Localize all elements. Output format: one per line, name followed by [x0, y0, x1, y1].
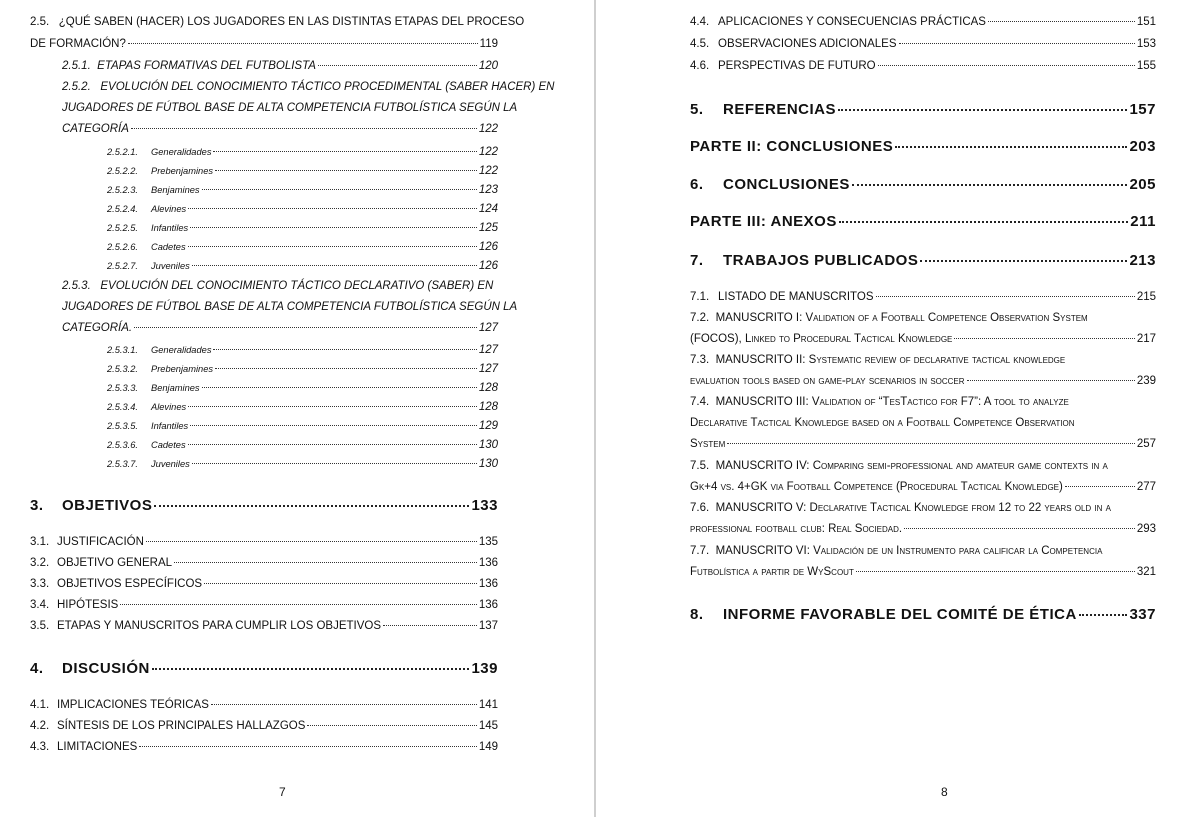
toc-title: EVOLUCIÓN DEL CONOCIMIENTO TÁCTICO PROCEDIMENTAL (SABER HACER) EN	[100, 81, 555, 93]
toc-entry-7-7[interactable]	[690, 545, 1102, 557]
toc-title-cont: Futbolística a partir de WyScout	[690, 566, 854, 578]
toc-page-number: 153	[1136, 38, 1156, 50]
toc-entry-7-7-cont[interactable]	[690, 566, 1156, 578]
toc-subtitle: Validación de un Instrumento para calificar la Competencia	[813, 545, 1103, 557]
toc-chapter-5[interactable]	[690, 101, 1156, 118]
toc-entry-2-5-2-1[interactable]	[107, 146, 498, 158]
toc-title: EVOLUCIÓN DEL CONOCIMIENTO TÁCTICO DECLARATIVO (SABER) EN	[100, 280, 494, 292]
toc-title: MANUSCRITO V:	[715, 502, 807, 514]
toc-title-cont: DE FORMACIÓN?	[30, 38, 126, 50]
toc-entry-2-5-2-2[interactable]	[107, 165, 498, 177]
dot-leader	[128, 43, 478, 44]
toc-entry-7-5[interactable]	[690, 460, 1108, 472]
dot-leader	[152, 668, 470, 670]
toc-page-number: 119	[479, 38, 498, 50]
toc-title: PERSPECTIVAS DE FUTURO	[718, 60, 876, 72]
toc-entry-2-5-3-cont[interactable]	[62, 322, 498, 334]
toc-number: 2.5.3.3.	[107, 383, 139, 393]
toc-title: ¿QUÉ SABEN (HACER) LOS JUGADORES EN LAS DISTINTAS ETAPAS DEL PROCESO	[58, 16, 525, 28]
toc-title: HIPÓTESIS	[57, 599, 119, 611]
toc-page-number: 127	[478, 363, 498, 375]
toc-page-number: 127	[478, 322, 498, 334]
dot-leader	[878, 65, 1135, 66]
toc-number: 2.5.2.5.	[107, 223, 139, 233]
toc-number: 2.5.3.1.	[107, 345, 139, 355]
toc-page-number: 277	[1136, 481, 1156, 493]
toc-part-2[interactable]	[690, 138, 1156, 155]
toc-entry-4-3[interactable]	[30, 741, 498, 753]
toc-entry-7-3-cont[interactable]	[690, 375, 1156, 387]
toc-number: 4.1.	[30, 699, 50, 711]
toc-page-number: 337	[1129, 606, 1156, 623]
dot-leader	[139, 746, 477, 747]
toc-part-3[interactable]	[690, 213, 1156, 230]
toc-title: OBJETIVOS	[62, 497, 153, 514]
toc-number: 3.5.	[30, 620, 50, 632]
toc-title: TRABAJOS PUBLICADOS	[723, 252, 919, 269]
toc-title: Generalidades	[151, 147, 212, 157]
toc-page-number: 133	[471, 497, 498, 514]
toc-title: Cadetes	[151, 440, 186, 450]
toc-entry-3-4[interactable]	[30, 599, 498, 611]
dot-leader	[839, 221, 1128, 223]
toc-page-number: 122	[478, 165, 498, 177]
toc-page-number: 135	[478, 536, 498, 548]
toc-number: 7.1.	[690, 291, 710, 303]
toc-entry-4-6[interactable]	[690, 60, 1156, 72]
toc-entry-7-4[interactable]	[690, 396, 1069, 408]
toc-number: 3.	[30, 497, 44, 514]
toc-number: 2.5.3.	[62, 280, 91, 292]
toc-chapter-3[interactable]	[30, 497, 498, 514]
toc-title: Prebenjamines	[151, 166, 214, 176]
dot-leader	[146, 541, 477, 542]
toc-number: 7.7.	[690, 545, 710, 557]
toc-entry-3-1[interactable]	[30, 536, 498, 548]
toc-entry-4-1[interactable]	[30, 699, 498, 711]
toc-page-number: 124	[478, 203, 498, 215]
toc-entry-2-5-3-7[interactable]	[107, 458, 498, 470]
dot-leader	[899, 43, 1135, 44]
toc-page-number: 149	[478, 741, 498, 753]
page-number-right: 8	[941, 785, 948, 799]
toc-title: Benjamines	[151, 185, 200, 195]
toc-page-number: 130	[478, 458, 498, 470]
toc-entry-7-3[interactable]	[690, 354, 1065, 366]
toc-entry-7-4-cont[interactable]	[690, 438, 1156, 450]
toc-title: MANUSCRITO VI:	[715, 545, 810, 557]
dot-leader	[727, 443, 1135, 444]
toc-page-number: 151	[1136, 16, 1156, 28]
toc-title: LIMITACIONES	[57, 741, 138, 753]
dot-leader	[188, 406, 477, 407]
toc-page-number: 155	[1136, 60, 1156, 72]
toc-page-number: 129	[478, 420, 498, 432]
dot-leader	[307, 725, 476, 726]
toc-title: Prebenjamines	[151, 364, 214, 374]
toc-title: Alevines	[151, 204, 187, 214]
dot-leader	[838, 109, 1127, 111]
toc-number: 2.5.3.2.	[107, 364, 139, 374]
toc-number: 3.2.	[30, 557, 50, 569]
page-number-left: 7	[279, 785, 286, 799]
toc-page-number: 136	[478, 599, 498, 611]
toc-entry-2-5-3-5[interactable]	[107, 420, 498, 432]
toc-entry-7-1[interactable]	[690, 291, 1156, 303]
toc-number: 2.5.2.2.	[107, 166, 139, 176]
dot-leader	[967, 380, 1135, 381]
toc-title: Infantiles	[151, 223, 189, 233]
dot-leader	[213, 349, 476, 350]
toc-title-cont: (FOCOS), Linked to Procedural Tactical Knowledge	[690, 333, 953, 345]
toc-entry-4-5[interactable]	[690, 38, 1156, 50]
toc-title: MANUSCRITO I:	[715, 312, 803, 324]
dot-leader	[895, 146, 1127, 148]
toc-entry-4-2[interactable]	[30, 720, 498, 732]
dot-leader	[188, 246, 477, 247]
toc-entry-4-4[interactable]	[690, 16, 1156, 28]
toc-number: 6.	[690, 176, 704, 193]
toc-number: 7.3.	[690, 354, 710, 366]
toc-entry-3-3[interactable]	[30, 578, 498, 590]
dot-leader	[190, 227, 477, 228]
toc-title: Cadetes	[151, 242, 186, 252]
dot-leader	[876, 296, 1135, 297]
toc-title: OBJETIVOS ESPECÍFICOS	[57, 578, 203, 590]
dot-leader	[852, 184, 1128, 186]
toc-number: 2.5.3.4.	[107, 402, 139, 412]
toc-entry-3-2[interactable]	[30, 557, 498, 569]
toc-entry-2-5-2-6[interactable]	[107, 241, 498, 253]
dot-leader	[134, 327, 477, 328]
toc-title-cont: System	[690, 438, 726, 450]
toc-title: MANUSCRITO III:	[715, 396, 809, 408]
toc-page-number: 293	[1136, 523, 1156, 535]
toc-page-number: 139	[471, 660, 498, 677]
dot-leader	[920, 260, 1127, 262]
toc-number: 2.5.2.4.	[107, 204, 139, 214]
toc-page-number: 126	[478, 260, 498, 272]
dot-leader	[1065, 486, 1135, 487]
toc-title: OBJETIVO GENERAL	[57, 557, 173, 569]
dot-leader	[954, 338, 1134, 339]
dot-leader	[988, 21, 1135, 22]
toc-page-number: 137	[478, 620, 498, 632]
toc-entry-2-5-1[interactable]	[62, 60, 498, 72]
toc-title-cont: Declarative Tactical Knowledge based on a Football Competence Observation	[690, 417, 1075, 429]
toc-number: 4.3.	[30, 741, 50, 753]
dot-leader	[192, 463, 477, 464]
toc-title: MANUSCRITO II:	[715, 354, 806, 366]
toc-page-number: 122	[478, 146, 498, 158]
toc-title-cont: JUGADORES DE FÚTBOL BASE DE ALTA COMPETENCIA FUTBOLÍSTICA SEGÚN LA	[62, 102, 518, 114]
toc-number: 2.5.2.3.	[107, 185, 139, 195]
toc-title: Generalidades	[151, 345, 212, 355]
dot-leader	[120, 604, 476, 605]
toc-entry-2-5-3-3[interactable]	[107, 382, 498, 394]
toc-subtitle: Declarative Tactical Knowledge from 12 to 22 years old in a	[809, 502, 1111, 514]
toc-title: PARTE II: CONCLUSIONES	[690, 138, 894, 155]
toc-page-number: 122	[478, 123, 498, 135]
toc-number: 2.5.2.6.	[107, 242, 139, 252]
toc-title: SÍNTESIS DE LOS PRINCIPALES HALLAZGOS	[57, 720, 306, 732]
toc-title-cont: evaluation tools based on game-play scenarios in soccer	[690, 375, 965, 387]
toc-page-number: 136	[478, 557, 498, 569]
toc-title: OBSERVACIONES ADICIONALES	[718, 38, 897, 50]
dot-leader	[211, 704, 477, 705]
toc-title: DISCUSIÓN	[62, 660, 150, 677]
toc-entry-2-5-3-2[interactable]	[107, 363, 498, 375]
toc-title: Benjamines	[151, 383, 200, 393]
toc-title: Alevines	[151, 402, 187, 412]
toc-page-number: 136	[478, 578, 498, 590]
dot-leader	[383, 625, 477, 626]
toc-title: JUSTIFICACIÓN	[57, 536, 144, 548]
toc-title-cont: CATEGORÍA.	[62, 322, 133, 334]
toc-subtitle: Validation of “TesTactico for F7”: A tool to analyze	[811, 396, 1069, 408]
toc-number: 7.2.	[690, 312, 710, 324]
dot-leader	[190, 425, 477, 426]
dot-leader	[131, 128, 477, 129]
toc-entry-7-5-cont[interactable]	[690, 481, 1156, 493]
toc-page-number: 123	[478, 184, 498, 196]
toc-page-number: 217	[1136, 333, 1156, 345]
toc-title: MANUSCRITO IV:	[715, 460, 810, 472]
toc-number: 7.	[690, 252, 704, 269]
toc-subtitle: Systematic review of declarative tactical knowledge	[808, 354, 1066, 366]
toc-title: Juveniles	[151, 459, 190, 469]
dot-leader	[904, 528, 1135, 529]
toc-title: INFORME FAVORABLE DEL COMITÉ DE ÉTICA	[723, 606, 1077, 623]
toc-page-number: 257	[1136, 438, 1156, 450]
toc-number: 2.5.2.1.	[107, 147, 139, 157]
toc-number: 7.6.	[690, 502, 710, 514]
toc-page-number: 203	[1129, 138, 1156, 155]
toc-title-cont: professional football club: Real Sociedad.	[690, 523, 903, 535]
toc-entry-2-5-2-3[interactable]	[107, 184, 498, 196]
toc-page-number: 126	[478, 241, 498, 253]
toc-page-number: 130	[478, 439, 498, 451]
toc-entry-2-5-cont[interactable]	[30, 38, 498, 50]
toc-page-number: 145	[478, 720, 498, 732]
toc-title: CONCLUSIONES	[723, 176, 850, 193]
toc-title-cont: CATEGORÍA	[62, 123, 129, 135]
toc-number: 4.	[30, 660, 44, 677]
dot-leader	[202, 189, 477, 190]
toc-number: 2.5.3.7.	[107, 459, 139, 469]
toc-page-number: 213	[1129, 252, 1156, 269]
toc-chapter-6[interactable]	[690, 176, 1156, 193]
toc-number: 3.4.	[30, 599, 50, 611]
toc-number: 2.5.	[30, 16, 50, 28]
toc-subtitle: Comparing semi-professional and amateur game contexts in a	[812, 460, 1108, 472]
toc-number: 2.5.2.	[62, 81, 91, 93]
toc-entry-2-5-3[interactable]	[62, 280, 493, 292]
toc-entry-2-5[interactable]	[30, 16, 524, 28]
toc-page-number: 239	[1136, 375, 1156, 387]
dot-leader	[202, 387, 477, 388]
toc-entry-2-5-3-4[interactable]	[107, 401, 498, 413]
toc-title: REFERENCIAS	[723, 101, 837, 118]
toc-entry-7-6[interactable]	[690, 502, 1111, 514]
toc-entry-2-5-2-4[interactable]	[107, 203, 498, 215]
dot-leader	[318, 65, 477, 66]
toc-entry-2-5-2-cont[interactable]	[62, 123, 498, 135]
toc-page-number: 321	[1136, 566, 1156, 578]
dot-leader	[174, 562, 477, 563]
toc-subtitle: Validation of a Football Competence Observation System	[805, 312, 1088, 324]
toc-entry-7-2-cont[interactable]	[690, 333, 1156, 345]
toc-number: 2.5.1.	[62, 60, 91, 72]
dot-leader	[154, 505, 469, 507]
toc-chapter-7[interactable]	[690, 252, 1156, 269]
toc-number: 4.4.	[690, 16, 710, 28]
toc-title: Juveniles	[151, 261, 190, 271]
toc-page-number: 128	[478, 382, 498, 394]
toc-page-right	[596, 0, 1200, 817]
toc-title: IMPLICACIONES TEÓRICAS	[57, 699, 209, 711]
toc-page-number: 215	[1136, 291, 1156, 303]
toc-number: 4.2.	[30, 720, 50, 732]
toc-title: ETAPAS Y MANUSCRITOS PARA CUMPLIR LOS OBJETIVOS	[57, 620, 381, 632]
toc-title: APLICACIONES Y CONSECUENCIAS PRÁCTICAS	[718, 16, 986, 28]
toc-number: 7.4.	[690, 396, 710, 408]
toc-entry-2-5-3-6[interactable]	[107, 439, 498, 451]
dot-leader	[1079, 614, 1128, 616]
toc-number: 7.5.	[690, 460, 710, 472]
toc-entry-7-2[interactable]	[690, 312, 1088, 324]
toc-chapter-4[interactable]	[30, 660, 498, 677]
toc-page-left	[0, 0, 594, 817]
toc-number: 2.5.3.6.	[107, 440, 139, 450]
dot-leader	[192, 265, 477, 266]
toc-entry-2-5-2-5[interactable]	[107, 222, 498, 234]
toc-title: LISTADO DE MANUSCRITOS	[718, 291, 874, 303]
toc-page-number: 127	[478, 344, 498, 356]
dot-leader	[215, 170, 477, 171]
toc-number: 8.	[690, 606, 704, 623]
toc-page-number: 125	[478, 222, 498, 234]
dot-leader	[856, 571, 1135, 572]
dot-leader	[188, 208, 477, 209]
dot-leader	[215, 368, 477, 369]
toc-page-number: 141	[478, 699, 498, 711]
toc-number: 2.5.3.5.	[107, 421, 139, 431]
toc-entry-2-5-2[interactable]	[62, 81, 554, 93]
toc-number: 3.1.	[30, 536, 50, 548]
toc-page-number: 128	[478, 401, 498, 413]
toc-title: Infantiles	[151, 421, 189, 431]
toc-page-number: 120	[478, 60, 498, 72]
toc-entry-7-6-cont[interactable]	[690, 523, 1156, 535]
toc-number: 5.	[690, 101, 704, 118]
dot-leader	[204, 583, 477, 584]
toc-page-number: 205	[1129, 176, 1156, 193]
toc-entry-2-5-3-1[interactable]	[107, 344, 498, 356]
toc-title-cont: JUGADORES DE FÚTBOL BASE DE ALTA COMPETENCIA FUTBOLÍSTICA SEGÚN LA	[62, 301, 518, 313]
toc-title: PARTE III: ANEXOS	[690, 213, 837, 230]
toc-number: 4.6.	[690, 60, 710, 72]
dot-leader	[213, 151, 476, 152]
toc-title: ETAPAS FORMATIVAS DEL FUTBOLISTA	[97, 60, 316, 72]
toc-title-cont: Gk+4 vs. 4+GK via Football Competence (Procedural Tactical Knowledge)	[690, 481, 1063, 493]
toc-page-number: 211	[1130, 213, 1156, 230]
toc-entry-3-5[interactable]	[30, 620, 498, 632]
toc-page-number: 157	[1129, 101, 1156, 118]
toc-entry-2-5-2-7[interactable]	[107, 260, 498, 272]
toc-chapter-8[interactable]	[690, 606, 1156, 623]
toc-number: 3.3.	[30, 578, 50, 590]
toc-number: 2.5.2.7.	[107, 261, 139, 271]
toc-number: 4.5.	[690, 38, 710, 50]
dot-leader	[188, 444, 477, 445]
